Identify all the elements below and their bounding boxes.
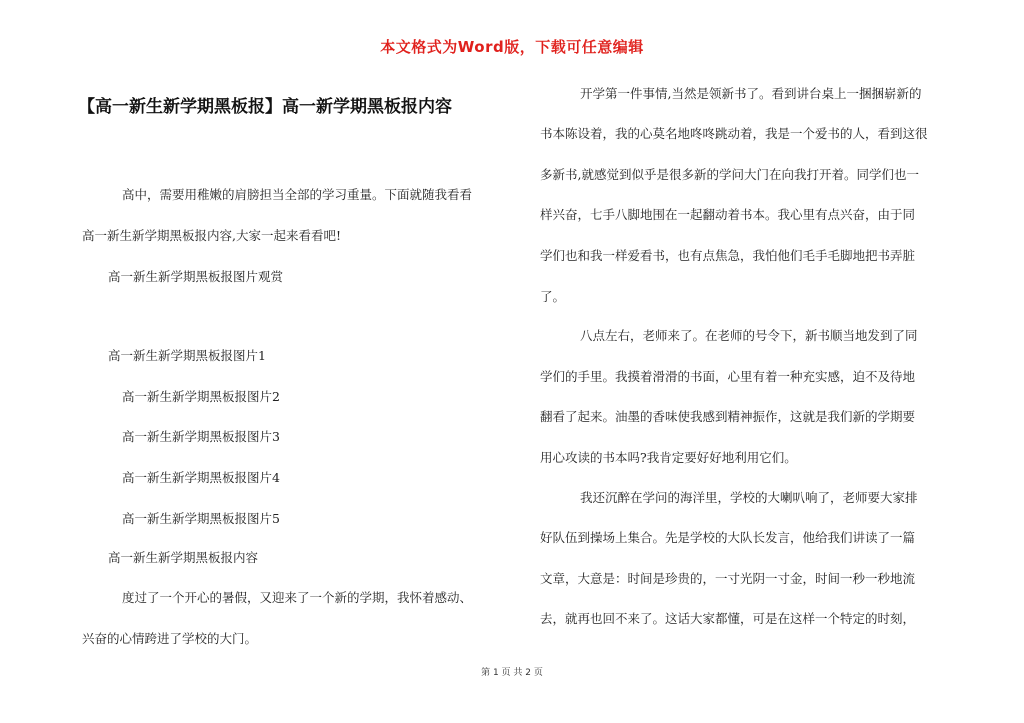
- paragraph-line: 了。: [540, 289, 566, 304]
- paragraph-line: 开学第一件事情,当然是领新书了。看到讲台桌上一捆捆崭新的: [580, 86, 922, 101]
- paragraph-line: 翻看了起来。油墨的香味使我感到精神振作，这就是我们新的学期要: [540, 409, 916, 424]
- paragraph-line: 文章，大意是：时间是珍贵的，一寸光阴一寸金，时间一秒一秒地流: [540, 571, 916, 586]
- picture-caption: 高一新生新学期黑板报图片3: [122, 429, 280, 444]
- picture-caption: 高一新生新学期黑板报图片2: [122, 389, 280, 404]
- paragraph-line: 样兴奋，七手八脚地围在一起翻动着书本。我心里有点兴奋，由于同: [540, 207, 916, 222]
- paragraph-line: 多新书,就感觉到似乎是很多新的学问大门在向我打开着。同学们也一: [540, 167, 919, 182]
- word-format-banner: 本文格式为Word版，下载可任意编辑: [380, 38, 644, 56]
- paragraph-line: 用心攻读的书本吗?我肯定要好好地利用它们。: [540, 450, 797, 465]
- paragraph-line: 去，就再也回不来了。这话大家都懂，可是在这样一个特定的时刻，: [540, 611, 916, 626]
- document-title: 【高一新生新学期黑板报】高一新学期黑板报内容: [78, 97, 452, 117]
- intro-line-2: 高一新生新学期黑板报内容,大家一起来看看吧!: [82, 228, 341, 243]
- intro-line-1: 高中，需要用稚嫩的肩膀担当全部的学习重量。下面就随我看看: [122, 187, 473, 202]
- paragraph-line: 兴奋的心情跨进了学校的大门。: [82, 631, 258, 646]
- paragraph-line: 度过了一个开心的暑假，又迎来了一个新的学期，我怀着感动、: [122, 590, 473, 605]
- paragraph-line: 书本陈设着，我的心莫名地咚咚跳动着，我是一个爱书的人，看到这很: [540, 126, 928, 141]
- page-number-footer: 第 1 页 共 2 页: [481, 668, 543, 678]
- gallery-heading: 高一新生新学期黑板报图片观赏: [108, 269, 284, 284]
- picture-caption: 高一新生新学期黑板报图片5: [122, 511, 280, 526]
- paragraph-line: 八点左右，老师来了。在老师的号令下，新书顺当地发到了同: [580, 328, 918, 343]
- picture-caption: 高一新生新学期黑板报图片4: [122, 470, 280, 485]
- content-heading: 高一新生新学期黑板报内容: [108, 550, 259, 565]
- paragraph-line: 我还沉醉在学问的海洋里，学校的大喇叭响了，老师要大家排: [580, 490, 918, 505]
- paragraph-line: 学们的手里。我摸着滑滑的书面，心里有着一种充实感，迫不及待地: [540, 369, 916, 384]
- paragraph-line: 好队伍到操场上集合。先是学校的大队长发言，他给我们讲读了一篇: [540, 530, 916, 545]
- picture-caption: 高一新生新学期黑板报图片1: [108, 348, 266, 363]
- paragraph-line: 学们也和我一样爱看书，也有点焦急，我怕他们毛手毛脚地把书弄脏: [540, 248, 916, 263]
